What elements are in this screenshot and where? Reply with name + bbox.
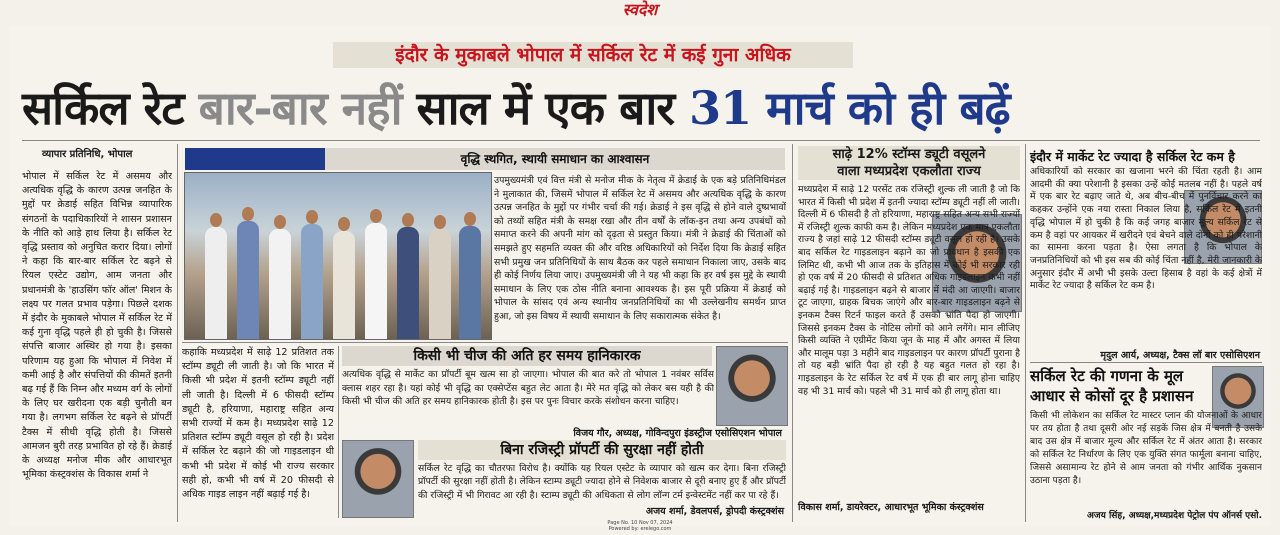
section-2-credit: विजय गौर, अध्यक्ष, गोविन्दपुरा इंडस्ट्रीज एसोसिएशन भोपाल bbox=[573, 428, 782, 439]
divider bbox=[1030, 362, 1262, 363]
section-1-title: वृद्धि स्थगित, स्थायी समाधान का आश्वासन bbox=[460, 152, 650, 166]
main-headline bbox=[22, 82, 1260, 134]
section-4-title-line-2: वाला मध्यप्रदेश एकलौता राज्य bbox=[837, 164, 981, 179]
divider bbox=[182, 342, 788, 343]
section-1-title-bar bbox=[185, 148, 785, 170]
section-1-text: उपमुख्यमंत्री एवं वित्त मंत्री से मनोज मीक के नेतृत्व में क्रेडाई के एक बड़े प्रतिनिधिमंडल ने मुलाकात की, जिसमें भोपाल में सर्किल रेट में असमय और अत्यधिक वृद्धि के कारण उत्पन्न जनहित के मुद्दों पर गंभीर चर्चा की गई। क्रेडाई ने इस वृद्धि से होने वाले दुष्प्रभावों को तथ्यों सहित मंत्री के समक्ष रखा और तीन वर्षों के लॉक-इन तथा अन्य उपबंधों को समाप्त करने की अपनी मांग को दृढ़ता से प्रस्तुत किया। मंत्री ने क्रेडाई की चिंताओं को समझते हुए सहमति व्यक्त की और वरिष्ठ अधिकारियों को निर्देश दिया कि क्रेडाई सहित सभी प्रमुख जन प्रतिनिधियों के साथ बैठक कर पहले समाधान निकाला जाए, उसके बाद ही कोई निर्णय लिया जाए। उपमुख्यमंत्री जी ने यह भी कहा कि हर वर्ष इस मुद्दे के स्थायी समाधान के लिए एक ठोस नीति बनाना आवश्यक है। इस पूरी प्रक्रिया में क्रेडाई को भोपाल के सांसद एवं अन्य स्थानीय जनप्रतिनिधियों का भी उल्लेखनीय समर्थन प्राप्त हुआ, जो इस विषय में स्थायी समाधान के लिए सकारात्मक संकेत है। bbox=[494, 175, 786, 322]
section-5-title: इंदौर में मार्केट रेट ज्यादा है सर्किल रेट कम है bbox=[1030, 149, 1235, 164]
section-6-title-line-1: सर्किल रेट की गणना के मूल bbox=[1030, 367, 1184, 385]
section-6-title-line-2: आधार से कोसों दूर है प्रशासन bbox=[1030, 387, 1194, 405]
section-6-credit: अजय सिंह, अध्यक्ष,मध्यप्रदेश पेट्रोल पंप ऑनर्स एसो. bbox=[1087, 511, 1262, 521]
divider bbox=[22, 140, 1260, 141]
section-3-text: सर्किल रेट वृद्धि का चौतरफा विरोध है। क्योंकि यह रियल एस्टेट के व्यापार को खत्म कर देगा। बिना रजिस्ट्री प्रॉपर्टी की सुरक्षा नहीं होती है। लेकिन स्टाम्प ड्यूटी ज्यादा होने से निवेशक बाजार से दूरी बनाए हुए हैं और प्रॉपर्टी की रजिस्ट्री में भी गिरावट आ रही है। स्टाम्प ड्यूटी की अधिकता से लोग लॉन्ग टर्म इन्वेस्टमेंट नहीं कर पा रहे हैं। bbox=[418, 463, 786, 501]
column-divider bbox=[792, 144, 793, 522]
section-6-title bbox=[1030, 366, 1210, 406]
masthead bbox=[0, 0, 1280, 22]
column-divider bbox=[1025, 144, 1026, 522]
section-2-title: किसी भी चीज की अति हर समय हानिकारक bbox=[342, 346, 712, 366]
footer-line-1: Page No. 10 Nov 07, 2024 bbox=[607, 520, 673, 526]
section-4-title-line-1: साढ़े 12% स्टॉम्स ड्यूटी वसूलने bbox=[832, 147, 986, 162]
footer-line-2: Powered by: erelego.com bbox=[608, 526, 672, 532]
section-3-credit: अजय शर्मा, डेवलपर्स, ड्रोपदी कंस्ट्रक्शंस bbox=[645, 506, 784, 517]
column-divider bbox=[177, 144, 178, 522]
mid-left-text: कहाकि मध्यप्रदेश में साढ़े 12 प्रतिशत तक स्टॉम्प ड्यूटी ली जाती है। जो कि भारत में किसी भी प्रदेश में इतनी स्टॉम्प ड्यूटी नहीं ली जाती है। दिल्ली में 6 फीसदी स्टॉम्प ड्यूटी है, हरियाणा, महाराष्ट्र सहित अन्य सभी राज्यों में कम है। मध्यप्रदेश साढ़े 12 प्रतिशत स्टॉम्प ड्यूटी वसूल हो रही है। प्रदेश में सर्किल रेट बढ़ाने की जो गाइडलाइन थी कभी भी प्रदेश में कोई भी राज्य सरकार सही हो, कभी भी वर्ष में 20 फीसदी से अधिक गाइड लाइन नहीं बढ़ाई गई है। bbox=[182, 347, 334, 501]
column-divider bbox=[338, 346, 339, 518]
portrait-photo bbox=[342, 440, 414, 518]
section-4-title bbox=[798, 146, 1020, 180]
section-4-credit: विकास शर्मा, डायरेक्टर, आधारभूत भूमिका कंस्ट्रक्शंस bbox=[798, 502, 984, 513]
group-photo bbox=[184, 172, 492, 340]
section-5-text: अधिकारियों को सरकार का खजाना भरने की चिंता रहती है। आम आदमी की क्या परेशानी है इसका उन्हें कोई मतलब नहीं है। पहले वर्ष में एक बार रेट बढ़ाए जाते थे, अब बीच-बीच में पुनर्विचार करने का कहकर उन्होंने एक नया रास्ता निकाल लिया है, सर्किल रेट में इतनी वृद्धि भोपाल में हो चुकी है कि कई जगह बाजार मूल्य सर्किल रेट से कम है वहां पर आयकर में खरीदने एवं बेचने वाले दोनों को ही परेशानी का सामना करना पड़ता है। ऐसा लगता है कि भोपाल के जनप्रतिनिधियों को भी इस सब की कोई चिंता नहीं है, मेरी जानकारी के अनुसार इंदौर में अभी भी इसके उल्टा हिसाब है वहां के कई क्षेत्रों में मार्केट रेट ज्यादा है सर्किल रेट कम है। bbox=[1030, 166, 1262, 292]
headline-part-1: सर्किल रेट bbox=[22, 81, 199, 135]
byline: व्यापार प्रतिनिधि, भोपाल bbox=[42, 149, 133, 160]
section-5-credit: मृदुल आर्य, अध्यक्ष, टैक्स लॉ बार एसोसिएशन bbox=[1100, 350, 1260, 361]
portrait-photo bbox=[716, 346, 788, 426]
headline-part-4: 31 मार्च को ही बढ़ें bbox=[689, 81, 1010, 135]
section-6-text: किसी भी लोकेशन का सर्किल रेट मास्टर प्लान की योजनाओं के आधार पर तय होता है तथा दूसरी ओर नई सड़कें जिस क्षेत्र में बनती है उसके बाद उस क्षेत्र में बाजार मूल्य और सर्किल रेट में अंतर आता है। सरकार को सर्किल रेट निर्धारण के लिए एक युक्ति संगत फार्मूला बनाना चाहिए, जिससे असामान्य रेट होने से आम जनता को गंभीर आर्थिक नुकसान उठाना पड़ता है। bbox=[1030, 411, 1262, 486]
section-4-text: मध्यप्रदेश में साढ़े 12 परसेंट तक रजिस्ट्री शुल्क ली जाती है जो कि भारत में किसी भी प्रदेश में इतनी ज्यादा स्टॉम्प ड्यूटी नहीं ली जाती। दिल्ली में 6 फीसदी है तो हरियाणा, महाराष्ट्र सहित अन्य सभी राज्यों में रजिस्ट्री शुल्क काफी कम है। लेकिन मध्यप्रदेश एक मात्र एकलौता राज्य है जहां साढ़े 12 फीसदी स्टॉम्स ड्यूटी वसूल हो रही है। उसके बाद सर्किल रेट गाइडलाइन बढ़ाने का जो प्रावधान है इसकी एक लिमिट थी, कभी भी आज तक के इतिहास में कोई भी सरकार रही हो एक वर्ष में 20 फीसदी से प्रतिशत अधिक गाइडलाइन कभी नहीं बढ़ाई गई है। गाइडलाइन बढ़ने से बाजार में मंदी आ जाएगी। बाजार टूट जाएगा, ग्राहक बिचक जाएंगे और बार-बार गाइडलाइन बढ़ने से इनकम टैक्स रिटर्न फाइल करते हैं उसको भ्रांति पैदा हो जाएगी। जिससे इनकम टैक्स के नोटिस लोगों को आने लगेंगे। मान लीजिए किसी व्यक्ति ने एग्रीमेंट किया जून के माह में और अगस्त में लिया और मालूम पड़ा 3 महीने बाद गाइडलाइन पर कारण प्रॉपर्टी पुराना है तो यह बड़ी भ्रांति पैदा हो रही है यह बहुत गलत हो रहा है। गाइडलाइन के रेट सर्किल रेट वर्ष में एक ही बार लागू होना चाहिए वह भी 31 मार्च को। पहले भी 31 मार्च को ही लागू होता था। bbox=[798, 184, 1020, 397]
masthead-logo: स्वदेश bbox=[622, 0, 658, 19]
left-column-text: भोपाल में सर्किल रेट में असमय और अत्यधिक वृद्धि के कारण उत्पन्न जनहित के मुद्दों पर क्रेडाई सहित विभिन्न व्यापारिक संगठनों के पदाधिकारियों ने शासन प्रशासन के नीति को आड़े हाथ लिया है। सर्किल रेट वृद्धि प्रस्ताव को अनुचित करार दिया। लोगों ने कहा कि बार-बार सर्किल रेट बढ़ने से रियल एस्टेट उद्योग, आम जनता और प्रधानमंत्री के 'हाउसिंग फॉर ऑल' मिशन के लक्ष्य पर गलत प्रभाव पड़ेगा। पिछले दशक में इंदौर के मुकाबले भोपाल में सर्किल रेट में कई गुना वृद्धि पहले ही हो चुकी है। जिससे संपत्ति बाजार अस्थिर हो गया है। इसका परिणाम यह हुआ कि भोपाल में निवेश में कमी आई है और संपत्तियों की कीमतें इतनी बढ़ गई हैं कि निम्न और मध्यम वर्ग के लोगों के लिए घर खरीदना एक बड़ी चुनौती बन गया है। लगभग सर्किल रेट बढ़ने से प्रॉपर्टी टैक्स में सीधी वृद्धि होती है। जिससे आमजन बुरी तरह प्रभावित हो रहे हैं। क्रेडाई के अध्यक्ष मनोज मीक और आधारभूत भूमिका कंस्ट्रक्शंस के विकास शर्मा ने bbox=[22, 171, 172, 481]
headline-part-2: बार-बार नहीं bbox=[198, 81, 417, 135]
footer-page-info bbox=[590, 520, 690, 532]
section-2-text: अत्यधिक वृद्धि से मार्केट का प्रॉपर्टी बूम खत्म सा हो जाएगा। भोपाल की बात करे तो भोपाल 1 नवंबर सर्विस क्लास शहर रहा है। यहां कोई भी वृद्धि का एक्सेप्टेंस बहुत लेट आता है। मेरे मत वृद्धि को लेकर बस यही है की किसी भी चीज की अति हर समय हानिकारक होती है। इस पर पुनः विचार करके संशोधन करना चाहिए। bbox=[342, 369, 714, 407]
headline-part-3: साल में एक बार bbox=[416, 81, 690, 135]
section-3-title: बिना रजिस्ट्री प्रॉपर्टी की सुरक्षा नहीं होती bbox=[418, 440, 786, 460]
kicker-headline: इंदौर के मुकाबले भोपाल में सर्किल रेट में कई गुना अधिक bbox=[333, 42, 853, 68]
